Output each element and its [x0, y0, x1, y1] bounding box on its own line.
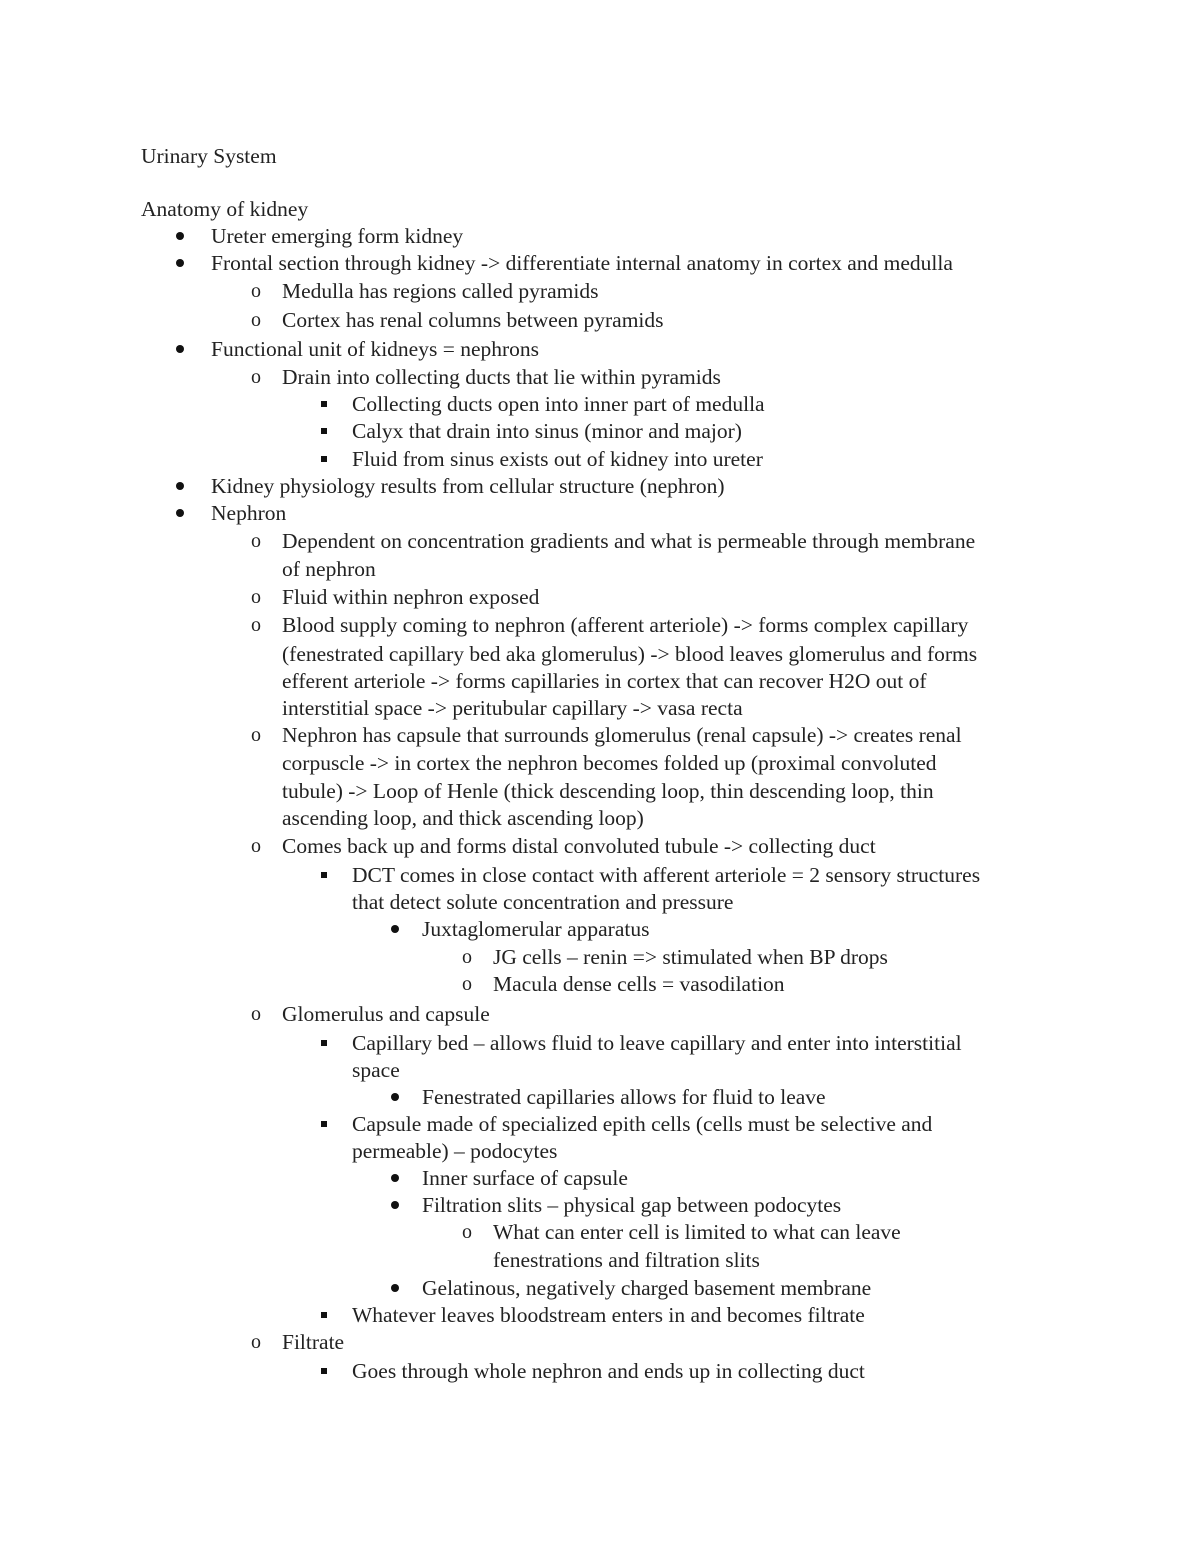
bullet-circle-icon: o	[251, 586, 261, 608]
bullet-circle-icon: o	[251, 280, 261, 302]
bullet-circle-icon: o	[462, 946, 472, 968]
bullet-circle-icon: o	[462, 1221, 472, 1243]
list-item: corpuscle -> in cortex the nephron becomes folded up (proximal convoluted	[282, 751, 937, 775]
list-item: Capsule made of specialized epith cells (cells must be selective and	[352, 1112, 933, 1136]
bullet-circle-icon: o	[251, 530, 261, 552]
list-item: Filtrate	[282, 1330, 345, 1354]
list-item: JG cells – renin => stimulated when BP drops	[493, 945, 888, 969]
list-item: permeable) – podocytes	[352, 1139, 558, 1163]
list-item: Fluid within nephron exposed	[282, 585, 540, 609]
bullet-disc-icon	[171, 223, 191, 250]
bullet-disc-icon	[386, 1084, 406, 1111]
bullet-circle-icon: o	[251, 1331, 261, 1353]
bullet-circle-icon: o	[251, 366, 261, 388]
bullet-disc-icon	[171, 500, 191, 527]
list-item: Dependent on concentration gradients and what is permeable through membrane	[282, 529, 976, 553]
section-heading: Anatomy of kidney	[141, 197, 309, 221]
list-item: Juxtaglomerular apparatus	[422, 917, 650, 941]
list-item: Drain into collecting ducts that lie within pyramids	[282, 365, 721, 389]
list-item: Medulla has regions called pyramids	[282, 279, 599, 303]
bullet-square-icon	[316, 418, 336, 445]
bullet-square-icon	[316, 862, 336, 889]
bullet-square-icon	[316, 446, 336, 473]
list-item: Capillary bed – allows fluid to leave capillary and enter into interstitial	[352, 1031, 962, 1055]
document-title: Urinary System	[141, 144, 277, 168]
list-item: Gelatinous, negatively charged basement membrane	[422, 1276, 872, 1300]
list-item: fenestrations and filtration slits	[493, 1248, 760, 1272]
bullet-square-icon	[316, 1302, 336, 1329]
bullet-circle-icon: o	[251, 1003, 261, 1025]
bullet-disc-icon	[386, 1165, 406, 1192]
list-item: Whatever leaves bloodstream enters in and becomes filtrate	[352, 1303, 865, 1327]
list-item: Nephron has capsule that surrounds glomerulus (renal capsule) -> creates renal	[282, 723, 962, 747]
list-item: Functional unit of kidneys = nephrons	[211, 337, 540, 361]
list-item: Cortex has renal columns between pyramids	[282, 308, 664, 332]
bullet-circle-icon: o	[251, 724, 261, 746]
bullet-disc-icon	[386, 1192, 406, 1219]
list-item: efferent arteriole -> forms capillaries in cortex that can recover H2O out of	[282, 669, 927, 693]
bullet-circle-icon: o	[462, 973, 472, 995]
list-item: interstitial space -> peritubular capillary -> vasa recta	[282, 696, 743, 720]
bullet-square-icon	[316, 391, 336, 418]
list-item: Blood supply coming to nephron (afferent arteriole) -> forms complex capillary	[282, 613, 969, 637]
list-item: space	[352, 1058, 400, 1082]
list-item: Fluid from sinus exists out of kidney into ureter	[352, 447, 763, 471]
list-item: Collecting ducts open into inner part of medulla	[352, 392, 765, 416]
list-item: Frontal section through kidney -> differentiate internal anatomy in cortex and medulla	[211, 251, 953, 275]
list-item: that detect solute concentration and pressure	[352, 890, 734, 914]
bullet-disc-icon	[171, 336, 191, 363]
bullet-disc-icon	[386, 916, 406, 943]
list-item: Filtration slits – physical gap between podocytes	[422, 1193, 842, 1217]
list-item: of nephron	[282, 557, 376, 581]
list-item: Fenestrated capillaries allows for fluid to leave	[422, 1085, 826, 1109]
bullet-square-icon	[316, 1111, 336, 1138]
list-item: What can enter cell is limited to what can leave	[493, 1220, 901, 1244]
list-item: DCT comes in close contact with afferent arteriole = 2 sensory structures	[352, 863, 981, 887]
list-item: Inner surface of capsule	[422, 1166, 628, 1190]
bullet-disc-icon	[386, 1275, 406, 1302]
list-item: Goes through whole nephron and ends up in collecting duct	[352, 1359, 865, 1383]
bullet-disc-icon	[171, 473, 191, 500]
bullet-square-icon	[316, 1030, 336, 1057]
list-item: Nephron	[211, 501, 287, 525]
list-item: tubule) -> Loop of Henle (thick descending loop, thin descending loop, thin	[282, 779, 934, 803]
list-item: Ureter emerging form kidney	[211, 224, 464, 248]
bullet-disc-icon	[171, 250, 191, 277]
list-item: (fenestrated capillary bed aka glomerulus) -> blood leaves glomerulus and forms	[282, 642, 978, 666]
list-item: Macula dense cells = vasodilation	[493, 972, 785, 996]
list-item: Kidney physiology results from cellular structure (nephron)	[211, 474, 725, 498]
list-item: Glomerulus and capsule	[282, 1002, 490, 1026]
bullet-square-icon	[316, 1358, 336, 1385]
list-item: Comes back up and forms distal convoluted tubule -> collecting duct	[282, 834, 876, 858]
bullet-circle-icon: o	[251, 614, 261, 636]
bullet-circle-icon: o	[251, 309, 261, 331]
bullet-circle-icon: o	[251, 835, 261, 857]
list-item: ascending loop, and thick ascending loop)	[282, 806, 644, 830]
list-item: Calyx that drain into sinus (minor and major)	[352, 419, 742, 443]
